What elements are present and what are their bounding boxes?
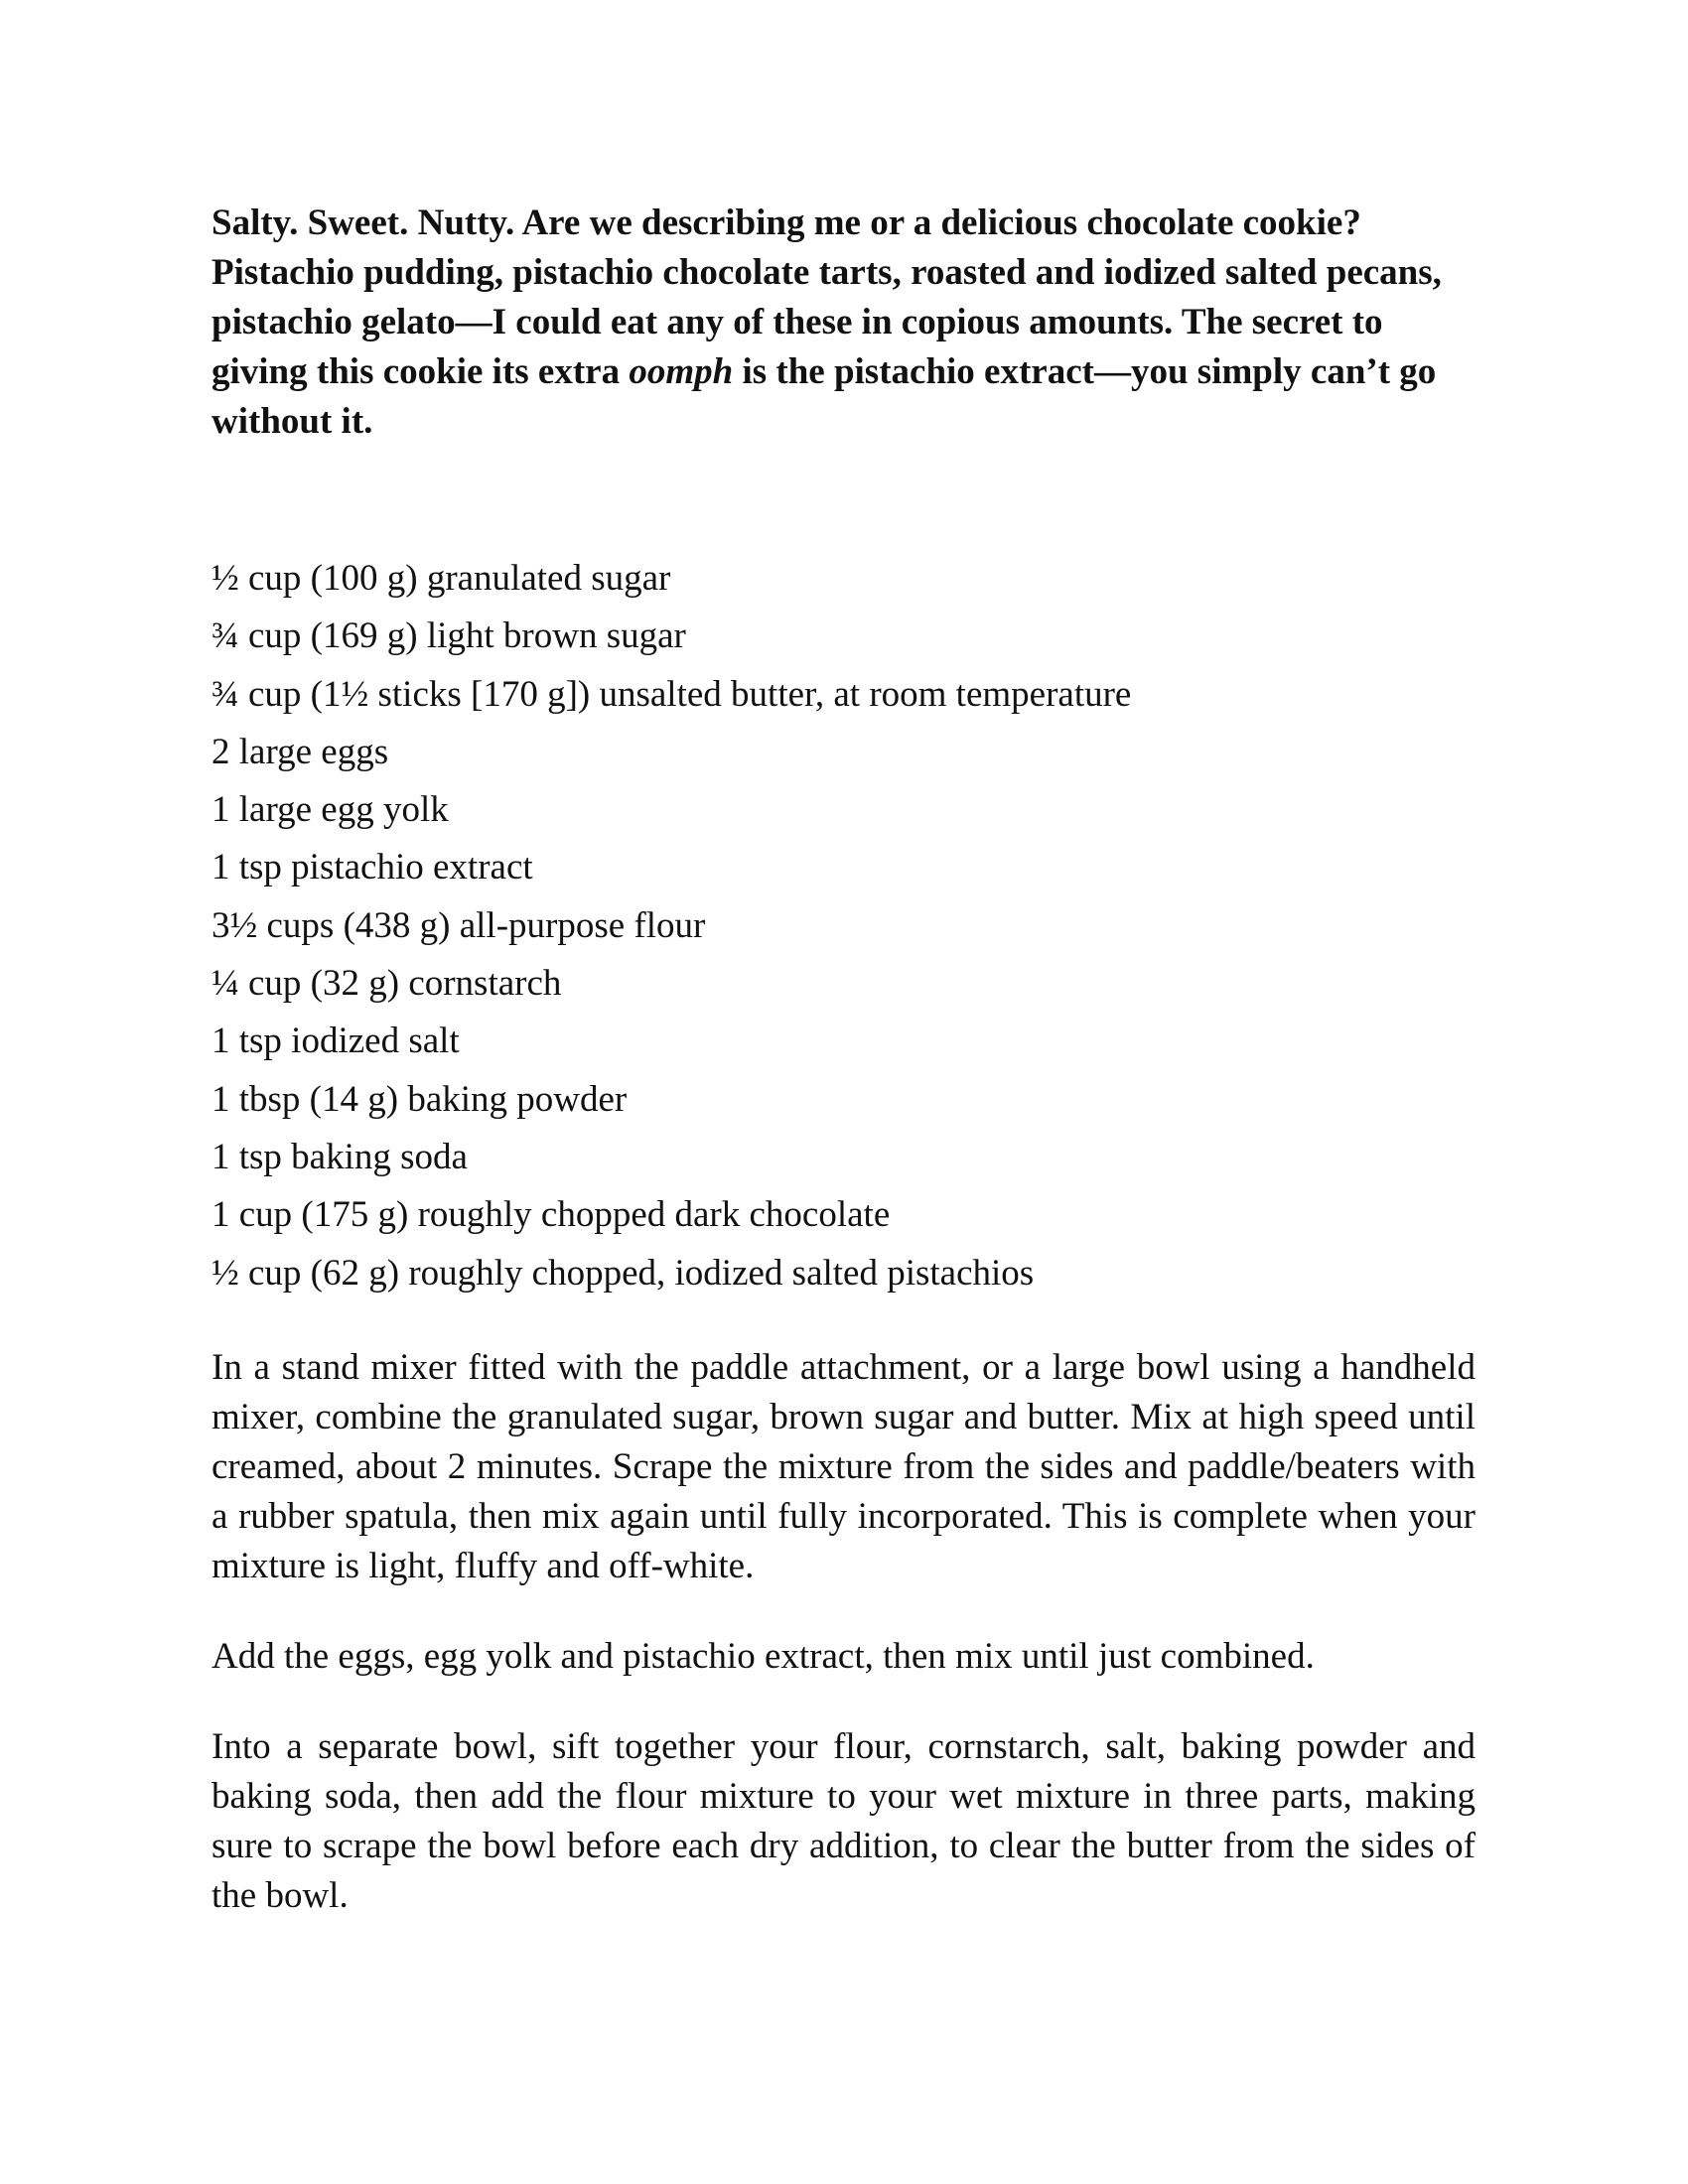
intro-paragraph (211, 199, 1476, 447)
ingredient-item: ¾ cup (1½ sticks [170 g]) unsalted butter, at room temperature (211, 673, 1132, 715)
intro-text-end: is the pistachio extract—you simply can’t go without it. (211, 351, 1437, 442)
ingredient-item: 2 large eggs (211, 731, 389, 772)
intro-text-start: Salty. Sweet. Nutty. Are we describing me or a delicious chocolate cookie? Pistachio pudding, pistachio chocolate tarts, roasted and iodized salted pecans, pistachio gelato—I could eat any of these in copious amounts. The secret to giving this cookie its extra (211, 203, 1442, 392)
instruction-step-1: In a stand mixer fitted with the paddle attachment, or a large bowl using a handheld mixer, combine the granulated sugar, brown sugar and butter. Mix at high speed until creamed, about 2 minutes. Scrape the mixture from the sides and paddle/beaters with a rubber spatula, then mix again until fully incorporated. This is complete when your mixture is light, fluffy and off-white. (211, 1346, 1476, 1586)
ingredient-item: ½ cup (100 g) granulated sugar (211, 558, 671, 599)
ingredient-list (211, 550, 1476, 1302)
ingredient-item: 1 tsp pistachio extract (211, 847, 533, 888)
intro-emphasis: oomph (629, 351, 734, 392)
ingredient-item: 1 tsp iodized salt (211, 1021, 460, 1062)
instruction-step-2: Add the eggs, egg yolk and pistachio extract, then mix until just combined. (211, 1635, 1315, 1677)
ingredient-item: 1 large egg yolk (211, 789, 449, 831)
ingredient-item: 3½ cups (438 g) all-purpose flour (211, 904, 706, 946)
ingredient-item: 1 tsp baking soda (211, 1136, 468, 1177)
ingredient-item: 1 tbsp (14 g) baking powder (211, 1078, 628, 1120)
ingredient-item: ¾ cup (169 g) light brown sugar (211, 615, 686, 657)
ingredient-item: 1 cup (175 g) roughly chopped dark chocolate (211, 1194, 891, 1236)
instruction-step-3: Into a separate bowl, sift together your flour, cornstarch, salt, baking powder and baking soda, then add the flour mixture to your wet mixture in three parts, making sure to scrape the bowl before each dry addition, to clear the butter from the sides of the bowl. (211, 1725, 1476, 1916)
page-content (211, 199, 1476, 1921)
ingredient-item: ½ cup (62 g) roughly chopped, iodized salted pistachios (211, 1252, 1035, 1294)
ingredient-item: ¼ cup (32 g) cornstarch (211, 963, 562, 1005)
